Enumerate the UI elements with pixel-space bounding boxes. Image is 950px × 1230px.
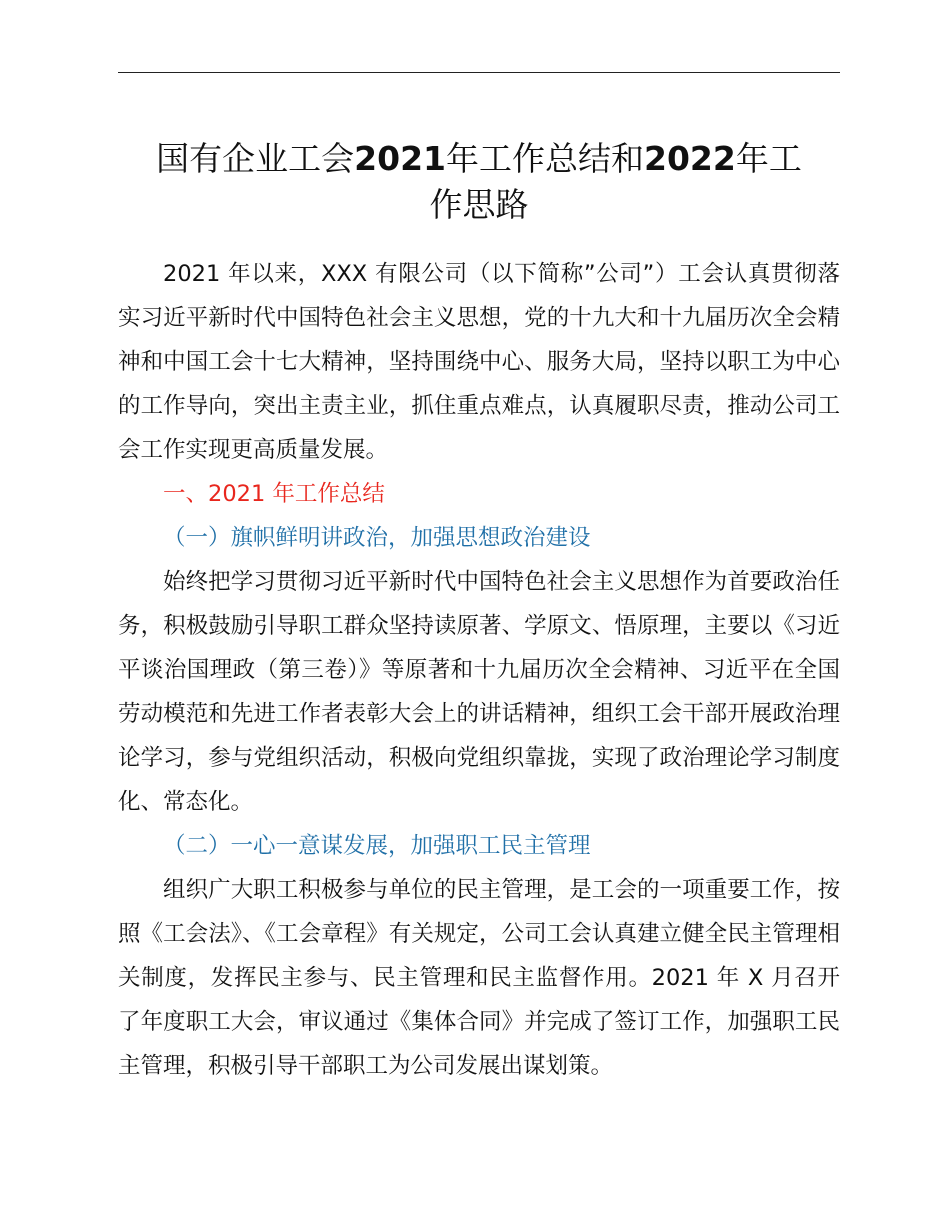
document-title xyxy=(118,136,840,228)
subsection-heading-1: （一）旗帜鲜明讲政治，加强思想政治建设 xyxy=(163,525,591,551)
title-part-2: 年工作总结和 xyxy=(446,139,644,178)
subsection-heading-2: （二）一心一意谋发展，加强职工民主管理 xyxy=(163,833,591,859)
intro-paragraph: 2021 年以来，XXX 有限公司（以下简称”公司”）工会认真贯彻落实习近平新时代中国特色社会主义思想，党的十九大和十九届历次全会精神和中国工会十七大精神，坚持围绕中心、服务大局，坚持以职工为中心的工作导向，突出主责主业，抓住重点难点，认真履职尽责，推动公司工会工作实现更高质量发展。 xyxy=(118,261,840,463)
section-heading-1: 一、2021 年工作总结 xyxy=(163,481,385,507)
title-line-2: 作思路 xyxy=(429,185,529,224)
header-rule xyxy=(118,72,840,73)
subsection-2-paragraph: 组织广大职工积极参与单位的民主管理，是工会的一项重要工作，按照《工会法》、《工会章程》有关规定，公司工会认真建立健全民主管理相关制度，发挥民主参与、民主管理和民主监督作用。2021 年 X 月召开了年度职工大会，审议通过《集体合同》并完成了签订工作，加强职工民主管理，积极引导干部职工为公司发展出谋划策。 xyxy=(118,877,840,1079)
title-year-2: 2022 xyxy=(644,139,736,178)
title-year-1: 2021 xyxy=(354,139,446,178)
subsection-1-paragraph: 始终把学习贯彻习近平新时代中国特色社会主义思想作为首要政治任务，积极鼓励引导职工群众坚持读原著、学原文、悟原理，主要以《习近平谈治国理政（第三卷）》等原著和十九届历次全会精神、习近平在全国劳动模范和先进工作者表彰大会上的讲话精神，组织工会干部开展政治理论学习，参与党组织活动，积极向党组织靠拢，实现了政治理论学习制度化、常态化。 xyxy=(118,569,840,815)
title-part-3: 年工 xyxy=(735,139,802,178)
document-body xyxy=(118,252,840,1088)
title-part-1: 国有企业工会 xyxy=(156,139,355,178)
